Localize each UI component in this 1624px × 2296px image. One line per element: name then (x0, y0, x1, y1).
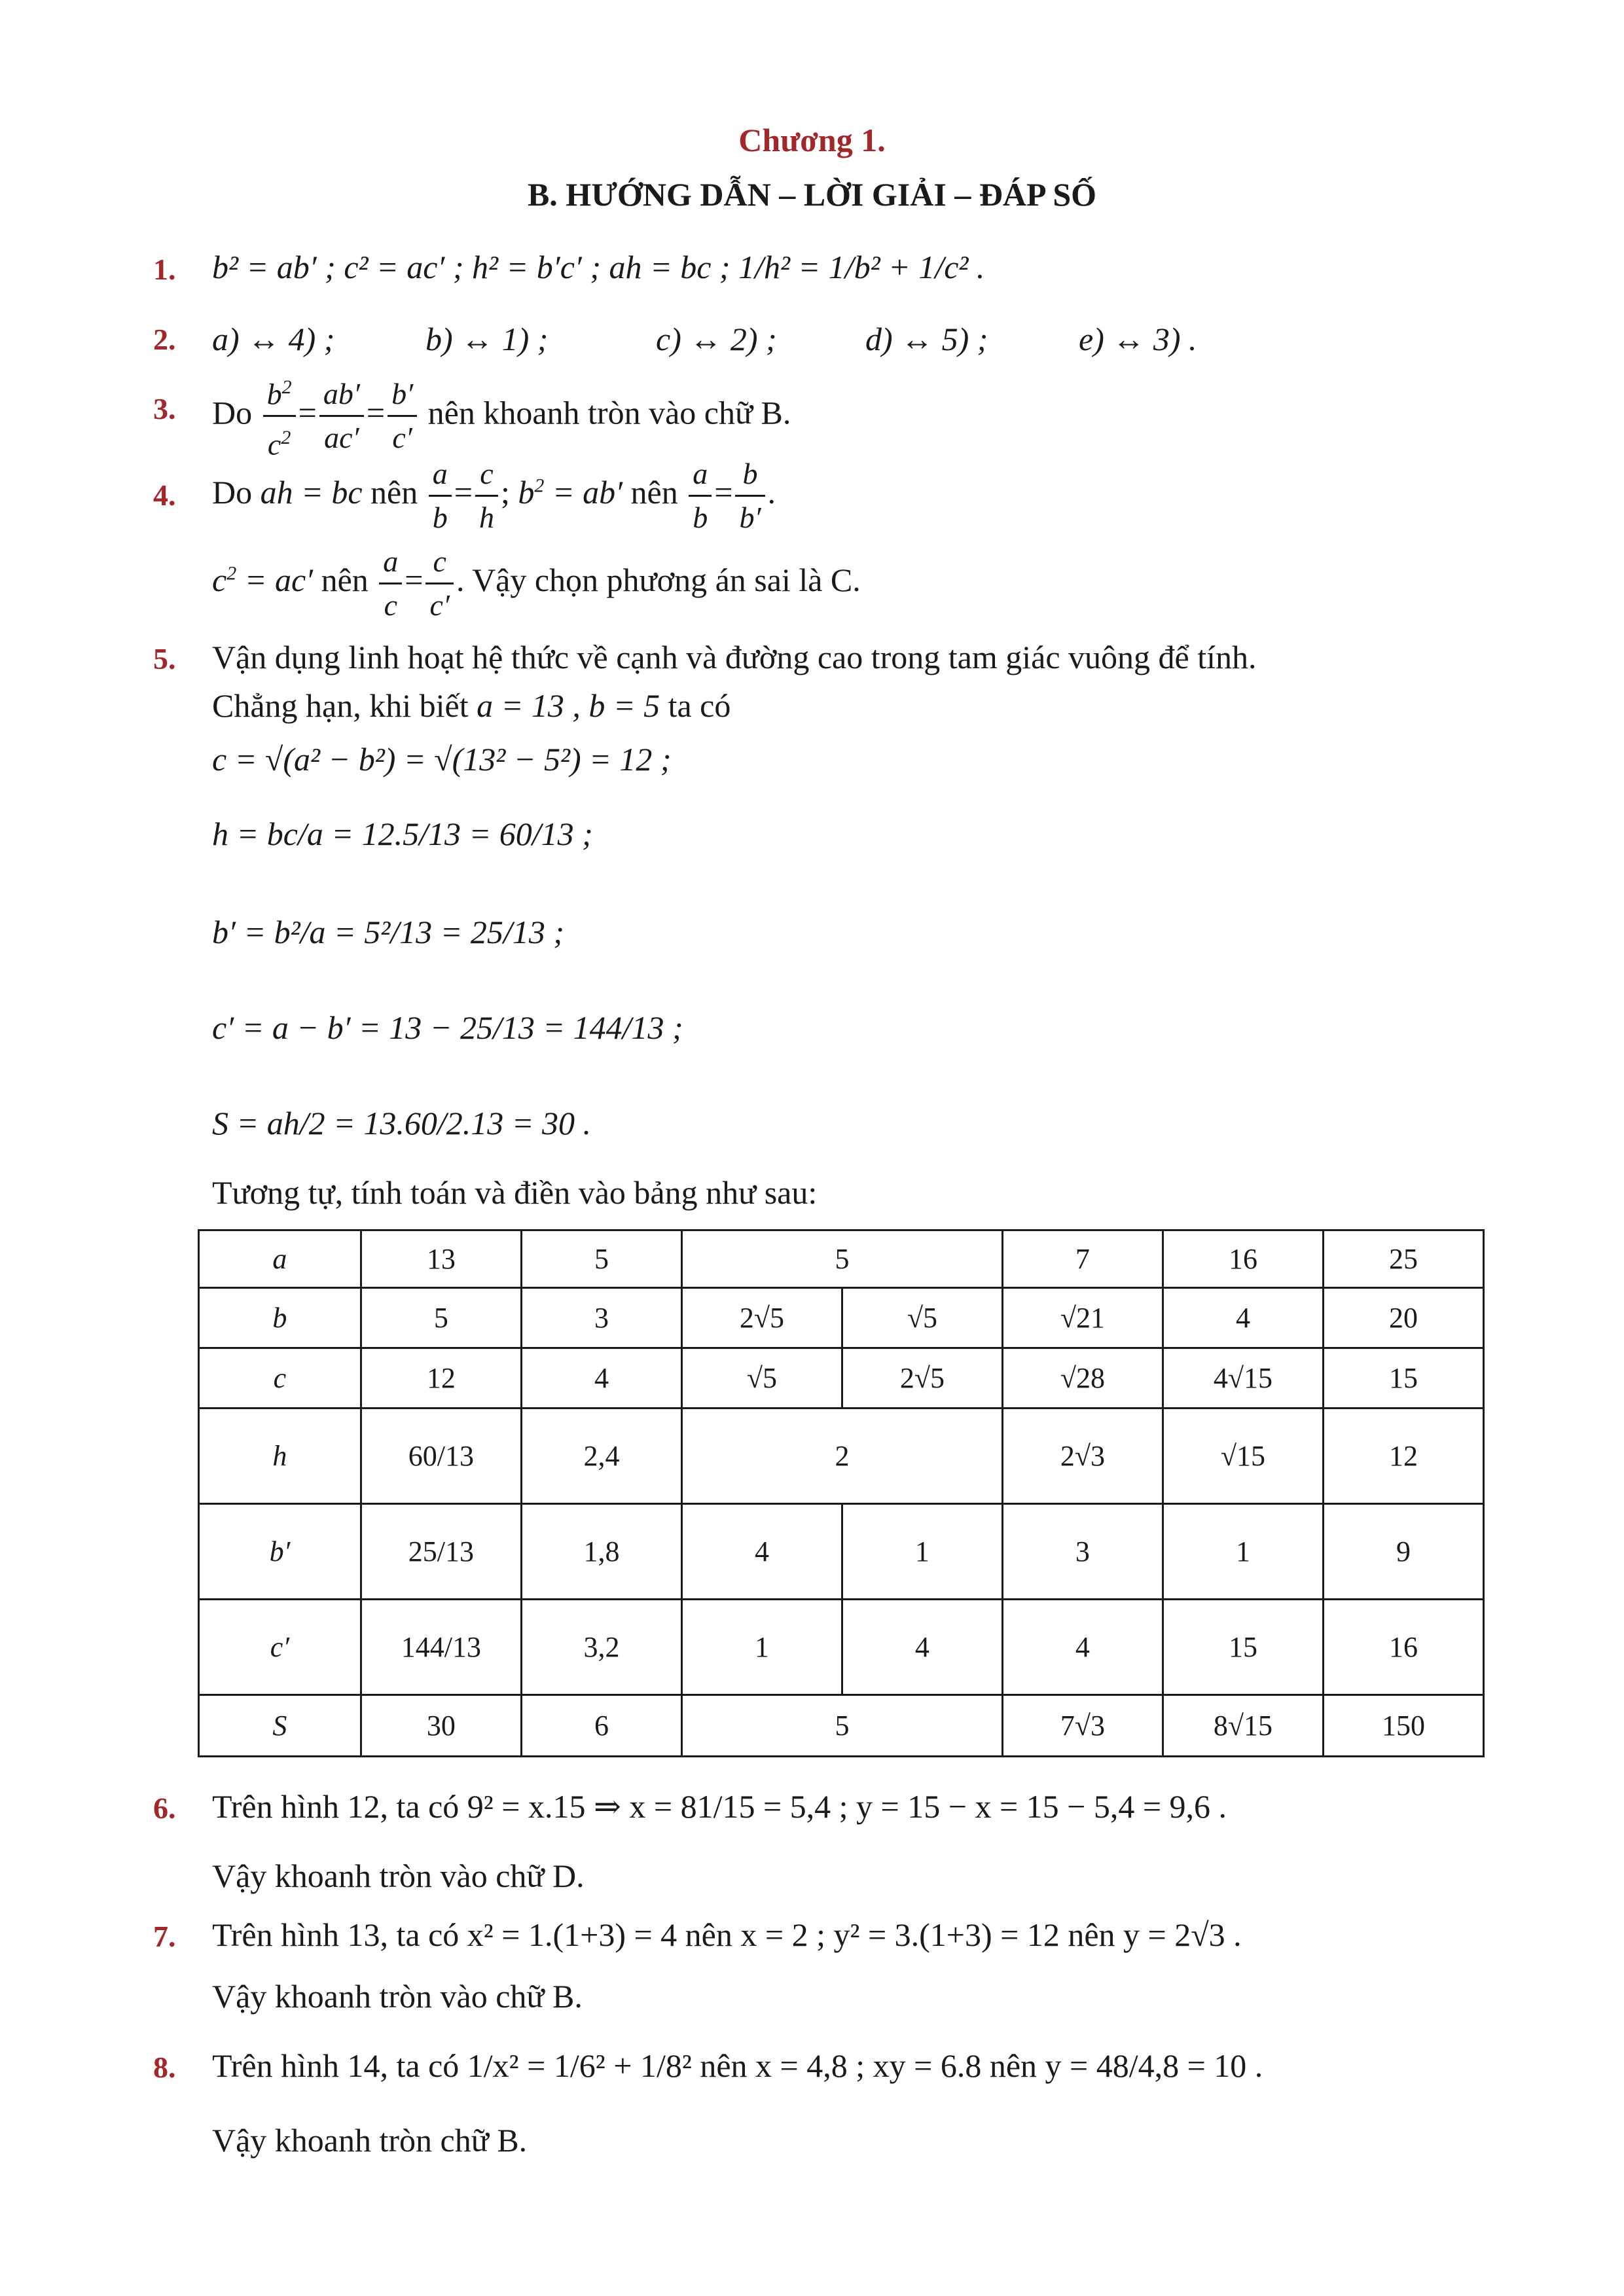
fraction: $\frac{a}{c}$ (379, 541, 402, 626)
item-4-line-1: Do ah = bc nên $\frac{a}{b}$ = $\frac{c}{h}$ ; $b^2 = ab'$ nên $\frac{a}{b}$ = $\frac{b}{b'}$ . (212, 453, 776, 539)
table-cell: 2√5 (842, 1348, 1002, 1408)
fraction: $\frac{b^2}{c^2}$ (263, 367, 296, 466)
calc-c-prime: c′ = a − b′ = 13 − 25/13 = 144/13 ; (212, 1009, 683, 1046)
table-cell: 2 (681, 1408, 1002, 1504)
table-row (199, 1695, 1484, 1757)
match-c: c) ↔ 2) ; (656, 321, 777, 357)
equation: ah = bc (260, 473, 363, 511)
item-8-line-2: Vậy khoanh tròn chữ B. (212, 2122, 528, 2159)
table-cell: 4 (1163, 1288, 1323, 1348)
table-cell: 1 (1163, 1504, 1323, 1600)
table-cell: 7 (1002, 1230, 1163, 1288)
table-cell: √5 (842, 1288, 1002, 1348)
table-cell: 2,4 (522, 1408, 682, 1504)
calc-b-prime: b′ = b²/a = 5²/13 = 25/13 ; (212, 914, 564, 950)
table-cell: 1 (681, 1600, 842, 1695)
table-row (199, 1600, 1484, 1695)
table-intro: Tương tự, tính toán và điền vào bảng như sau: (212, 1174, 818, 1211)
item-number: 5. (153, 642, 176, 675)
table-cell: 2√5 (681, 1288, 842, 1348)
item-number: 4. (153, 478, 176, 512)
table-row (199, 1504, 1484, 1600)
table-cell: 4√15 (1163, 1348, 1323, 1408)
table-cell: 60/13 (361, 1408, 521, 1504)
table-cell: 4 (681, 1504, 842, 1600)
calc-h: h = bc/a = 12.5/13 = 60/13 ; (212, 816, 593, 852)
match-e: e) ↔ 3) . (1079, 321, 1197, 357)
item-1-formula: b² = ab′ ; c² = ac′ ; h² = b′c′ ; ah = bc ; 1/h² = 1/b² + 1/c² . (212, 249, 985, 285)
table-cell: √15 (1163, 1408, 1323, 1504)
table-cell: 16 (1163, 1230, 1323, 1288)
table-cell: 30 (361, 1695, 521, 1757)
calc-c: c = √(a² − b²) = √(13² − 5²) = 12 ; (212, 741, 672, 778)
table-cell: 9 (1324, 1504, 1484, 1600)
chapter-title: Chương 1. (738, 122, 886, 158)
table-cell: 2√3 (1002, 1408, 1163, 1504)
calc-area: S = ah/2 = 13.60/2.13 = 30 . (212, 1105, 592, 1141)
fraction: $\frac{c}{c'}$ (425, 541, 453, 626)
item-number: 2. (153, 323, 176, 356)
section-title: B. HƯỚNG DẪN – LỜI GIẢI – ĐÁP SỐ (527, 176, 1097, 213)
table-cell: 13 (361, 1230, 521, 1288)
table-cell: 16 (1324, 1600, 1484, 1695)
table-cell: √21 (1002, 1288, 1163, 1348)
table-cell: 15 (1163, 1600, 1323, 1695)
item-7-line-1: Trên hình 13, ta có x² = 1.(1+3) = 4 nên x = 2 ; y² = 3.(1+3) = 12 nên y = 2√3 . (212, 1916, 1242, 1953)
item-number: 6. (153, 1791, 176, 1825)
row-label: c′ (199, 1600, 361, 1695)
row-label: b (199, 1288, 361, 1348)
item-8-line-1: Trên hình 14, ta có 1/x² = 1/6² + 1/8² nên x = 4,8 ; xy = 6.8 nên y = 48/4,8 = 10 . (212, 2047, 1263, 2084)
table-cell: 12 (1324, 1408, 1484, 1504)
table-cell: √28 (1002, 1348, 1163, 1408)
table-cell: 5 (681, 1230, 1002, 1288)
table-cell: 15 (1324, 1348, 1484, 1408)
fraction: $\frac{a}{b}$ (689, 453, 712, 539)
fraction: $\frac{c}{h}$ (475, 453, 498, 539)
item-6-line-2: Vậy khoanh tròn vào chữ D. (212, 1857, 585, 1894)
item-3-suffix: nên khoanh tròn vào chữ B. (427, 394, 791, 431)
row-label: a (199, 1230, 361, 1288)
answer-table (198, 1229, 1485, 1757)
table-cell: √5 (681, 1348, 842, 1408)
item-4-line-2: $c^2 = ac'$ nên $\frac{a}{c}$ = $\frac{c}{c'}$ . Vậy chọn phương án sai là C. (212, 541, 861, 626)
item-number: 1. (153, 253, 176, 286)
item-3-text: Do $\frac{b^2}{c^2}$ = $\frac{ab'}{ac'}$ = $\frac{b'}{c'}$ nên khoanh tròn vào chữ B. (212, 367, 791, 466)
match-d: d) ↔ 5) ; (865, 321, 988, 357)
row-label: c (199, 1348, 361, 1408)
table-cell: 4 (522, 1348, 682, 1408)
table-row (199, 1348, 1484, 1408)
table-row (199, 1408, 1484, 1504)
table-cell: 25/13 (361, 1504, 521, 1600)
item-6-line-1: Trên hình 12, ta có 9² = x.15 ⇒ x = 81/15 = 5,4 ; y = 15 − x = 15 − 5,4 = 9,6 . (212, 1788, 1227, 1825)
table-cell: 144/13 (361, 1600, 521, 1695)
table-row (199, 1230, 1484, 1288)
match-b: b) ↔ 1) ; (425, 321, 549, 357)
row-label: S (199, 1695, 361, 1757)
table-cell: 150 (1324, 1695, 1484, 1757)
row-label: h (199, 1408, 361, 1504)
row-label: b′ (199, 1504, 361, 1600)
table-cell: 1,8 (522, 1504, 682, 1600)
table-row (199, 1288, 1484, 1348)
table-cell: 5 (361, 1288, 521, 1348)
fraction: $\frac{a}{b}$ (429, 453, 452, 539)
table-cell: 25 (1324, 1230, 1484, 1288)
table-cell: 12 (361, 1348, 521, 1408)
table-cell: 5 (681, 1695, 1002, 1757)
fraction: $\frac{b'}{c'}$ (388, 373, 417, 459)
item-number: 7. (153, 1920, 176, 1953)
table-cell: 1 (842, 1504, 1002, 1600)
table-cell: 4 (842, 1600, 1002, 1695)
item-5-line-2: Chẳng hạn, khi biết a = 13 , b = 5 ta có (212, 687, 731, 724)
table-cell: 4 (1002, 1600, 1163, 1695)
item-7-line-2: Vậy khoanh tròn vào chữ B. (212, 1978, 583, 2015)
table-cell: 8√15 (1163, 1695, 1323, 1757)
table-cell: 6 (522, 1695, 682, 1757)
item-number: 8. (153, 2051, 176, 2084)
table-cell: 3 (1002, 1504, 1163, 1600)
table-cell: 3,2 (522, 1600, 682, 1695)
fraction: $\frac{b}{b'}$ (735, 453, 765, 539)
fraction: $\frac{ab'}{ac'}$ (319, 373, 364, 459)
table-cell: 20 (1324, 1288, 1484, 1348)
item-number: 3. (153, 392, 176, 425)
item-3-prefix: Do (212, 394, 253, 431)
table-cell: 7√3 (1002, 1695, 1163, 1757)
table-cell: 3 (522, 1288, 682, 1348)
item-5-line-1: Vận dụng linh hoạt hệ thức về cạnh và đường cao trong tam giác vuông để tính. (212, 639, 1257, 675)
table-cell: 5 (522, 1230, 682, 1288)
match-a: a) ↔ 4) ; (212, 321, 335, 357)
